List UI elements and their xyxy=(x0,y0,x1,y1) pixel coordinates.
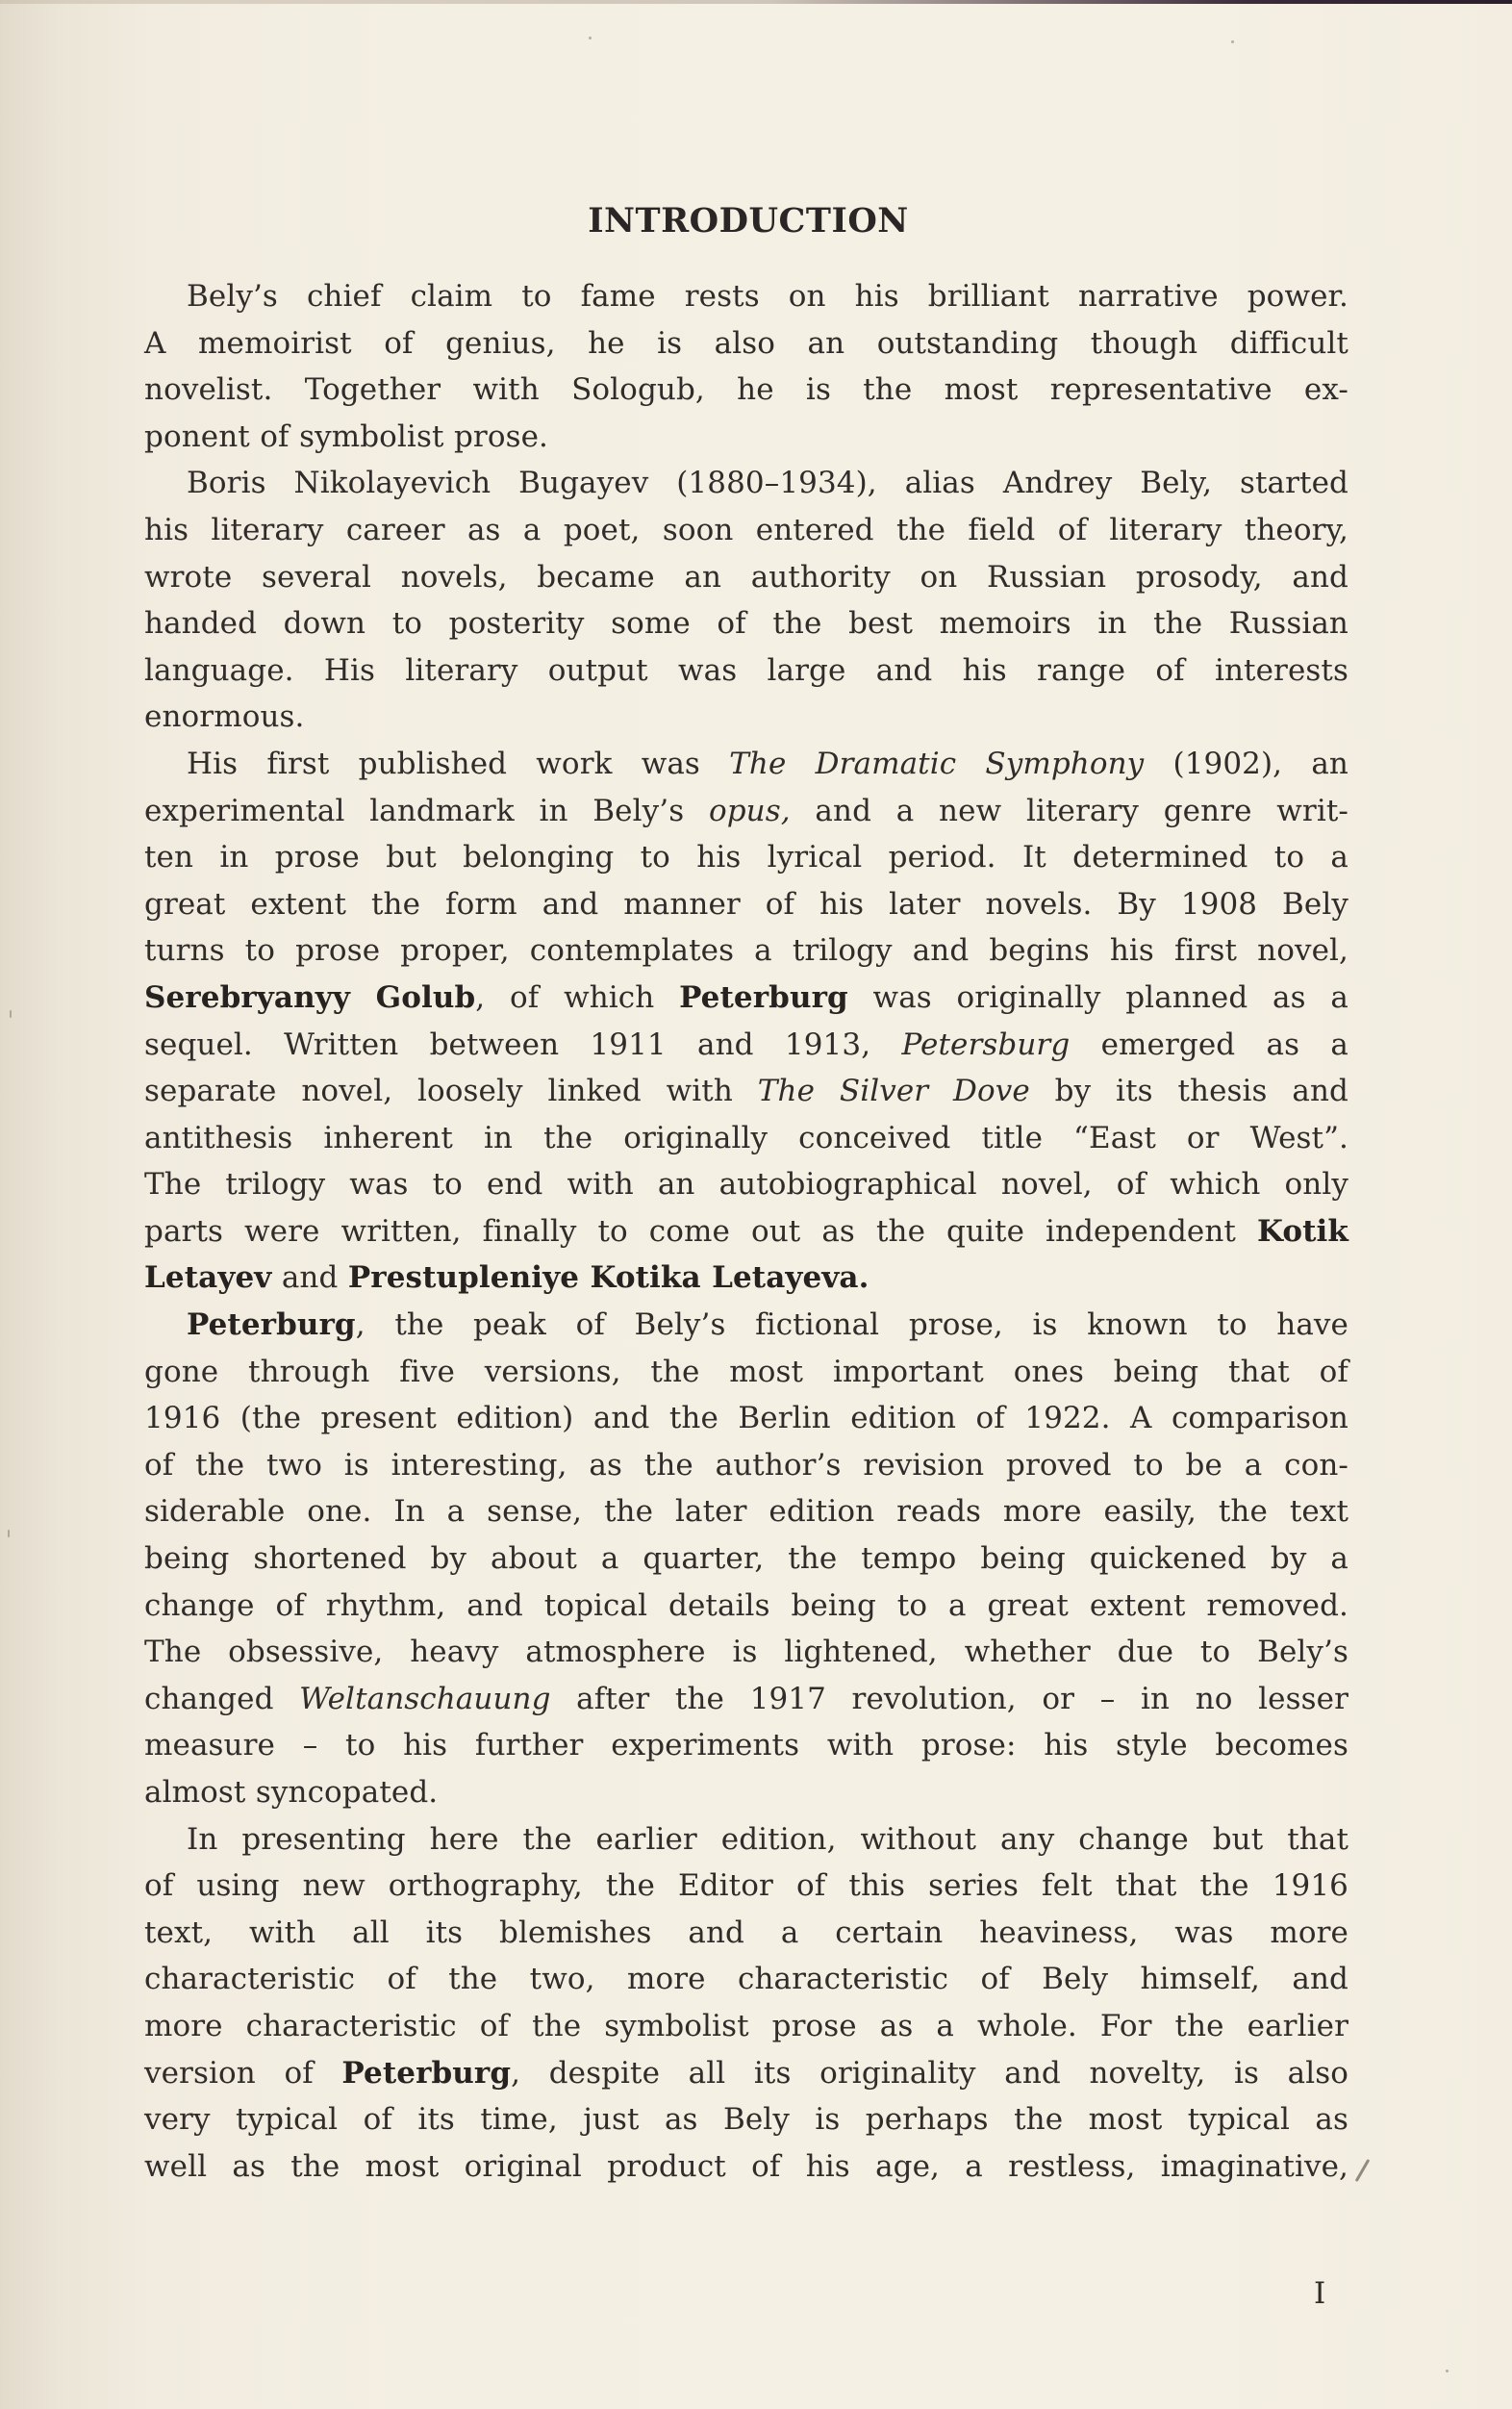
text-run: Boris Nikolayevich Bugayev (1880–1934), alias Andrey Bely, started xyxy=(187,466,1348,501)
bold-title: Kotik xyxy=(1256,1213,1348,1249)
text-run: wrote several novels, became an authority on Russian prosody, and xyxy=(144,559,1348,595)
text-line xyxy=(144,554,1348,601)
text-line xyxy=(144,1910,1348,1957)
text-run: The obsessive, heavy atmosphere is lightened, whether due to Bely’s xyxy=(144,1635,1348,1670)
paper-speck xyxy=(10,1010,12,1018)
text-run: and a new literary genre writ- xyxy=(790,793,1348,828)
text-run: characteristic of the two, more characteristic of Bely himself, and xyxy=(144,1962,1348,1997)
text-run: language. His literary output was large and his range of interests xyxy=(144,652,1348,688)
text-line xyxy=(144,507,1348,554)
text-line xyxy=(144,1115,1348,1162)
text-line xyxy=(144,741,1348,788)
pencil-mark xyxy=(1355,2159,1371,2182)
text-run: parts were written, finally to come out as the quite independent xyxy=(144,1213,1257,1249)
text-run: siderable one. In a sense, the later edition reads more easily, the text xyxy=(144,1494,1348,1530)
body-text xyxy=(144,273,1348,2190)
paragraph xyxy=(144,1302,1348,1816)
text-run: of the two is interesting, as the author’s revision proved to be a con- xyxy=(144,1447,1348,1483)
bold-title: Peterburg xyxy=(341,2055,512,2091)
text-run: separate novel, loosely linked with xyxy=(144,1074,758,1109)
italic-title: Petersburg xyxy=(901,1027,1071,1062)
text-line xyxy=(144,460,1348,507)
bold-title: Prestupleniye Kotika Letayeva. xyxy=(347,1260,869,1296)
text-run: emerged as a xyxy=(1070,1027,1348,1062)
text-run: (1902), an xyxy=(1144,746,1348,781)
paragraph xyxy=(144,1816,1348,2191)
paragraph xyxy=(144,273,1348,460)
text-run: In presenting here the earlier edition, without any change but that xyxy=(187,1821,1348,1857)
text-line xyxy=(144,1629,1348,1676)
paper-speck xyxy=(1231,40,1234,43)
text-line xyxy=(144,1956,1348,2003)
text-run: antithesis inherent in the originally conceived title “East or West”. xyxy=(144,1120,1348,1155)
italic-title: The Silver Dove xyxy=(757,1074,1030,1109)
text-line xyxy=(144,2003,1348,2050)
page-title: INTRODUCTION xyxy=(588,201,909,241)
italic-title: The Dramatic Symphony xyxy=(729,746,1145,781)
text-run: changed xyxy=(144,1681,300,1716)
text-run: 1916 (the present edition) and the Berlin edition of 1922. A comparison xyxy=(144,1401,1348,1436)
text-run: more characteristic of the symbolist prose as a whole. For the earlier xyxy=(144,2008,1348,2043)
text-run: almost syncopated. xyxy=(144,1775,439,1810)
text-line xyxy=(144,320,1348,368)
text-line xyxy=(144,975,1348,1022)
text-line xyxy=(144,273,1348,320)
text-run: text, with all its blemishes and a certain heaviness, was more xyxy=(144,1915,1348,1950)
text-line xyxy=(144,1488,1348,1535)
text-line xyxy=(144,600,1348,647)
text-run: after the 1917 revolution, or – in no lesser xyxy=(550,1681,1349,1716)
text-line xyxy=(144,1676,1348,1723)
text-run: version of xyxy=(144,2055,342,2091)
text-run: well as the most original product of his age, a restless, imaginative, xyxy=(144,2148,1348,2184)
text-line xyxy=(144,414,1348,461)
text-run: , despite all its originality and novelty, is also xyxy=(511,2055,1348,2091)
bold-title: Peterburg xyxy=(187,1307,356,1343)
text-line xyxy=(144,1863,1348,1910)
text-run: very typical of its time, just as Bely is perhaps the most typical as xyxy=(144,2102,1348,2138)
text-line xyxy=(144,1255,1348,1302)
text-line xyxy=(144,927,1348,975)
italic-title: opus, xyxy=(708,793,791,828)
text-line xyxy=(144,1535,1348,1583)
text-line xyxy=(144,1349,1348,1396)
text-run: change of rhythm, and topical details being to a great extent removed. xyxy=(144,1587,1348,1623)
text-run: His first published work was xyxy=(187,746,730,781)
italic-title: Weltanschauung xyxy=(299,1681,551,1716)
text-run: A memoirist of genius, he is also an outstanding though difficult xyxy=(144,325,1348,361)
text-run: his literary career as a poet, soon entered the field of literary theory, xyxy=(144,512,1348,547)
text-line xyxy=(144,1208,1348,1255)
text-run: by its thesis and xyxy=(1029,1074,1348,1109)
page-number: I xyxy=(1314,2276,1326,2311)
text-run: handed down to posterity some of the best memoirs in the Russian xyxy=(144,606,1348,642)
paper-speck xyxy=(1446,2370,1449,2372)
text-line xyxy=(144,1583,1348,1630)
text-run: The trilogy was to end with an autobiographical novel, of which only xyxy=(144,1167,1348,1203)
text-line xyxy=(144,1068,1348,1115)
text-line xyxy=(144,1022,1348,1069)
text-line xyxy=(144,1302,1348,1349)
text-run: , the peak of Bely’s fictional prose, is known to have xyxy=(355,1307,1348,1343)
text-run: gone through five versions, the most important ones being that of xyxy=(144,1354,1348,1389)
text-run: being shortened by about a quarter, the tempo being quickened by a xyxy=(144,1541,1348,1577)
text-line xyxy=(144,1395,1348,1442)
paper-speck xyxy=(589,37,592,39)
text-line xyxy=(144,1769,1348,1816)
text-line xyxy=(144,1722,1348,1769)
text-line xyxy=(144,1442,1348,1489)
text-run: of using new orthography, the Editor of this series felt that the 1916 xyxy=(144,1868,1348,1904)
bold-title: Peterburg xyxy=(679,979,848,1015)
paragraph xyxy=(144,741,1348,1302)
page-top-edge xyxy=(0,0,1512,4)
text-run: ponent of symbolist prose. xyxy=(144,418,548,454)
text-line xyxy=(144,1161,1348,1208)
text-line xyxy=(144,2143,1348,2191)
text-line xyxy=(144,367,1348,414)
text-run: great extent the form and manner of his later novels. By 1908 Bely xyxy=(144,886,1348,922)
text-run: sequel. Written between 1911 and 1913, xyxy=(144,1027,902,1062)
text-line xyxy=(144,2050,1348,2097)
text-run: novelist. Together with Sologub, he is the most representative ex- xyxy=(144,372,1348,408)
text-run: Bely’s chief claim to fame rests on his brilliant narrative power. xyxy=(187,279,1348,314)
text-run: experimental landmark in Bely’s xyxy=(144,793,709,828)
paragraph xyxy=(144,460,1348,741)
bold-title: Serebryanyy Golub xyxy=(144,979,476,1015)
text-run: enormous. xyxy=(144,699,305,735)
text-run: ten in prose but belonging to his lyrical period. It determined to a xyxy=(144,840,1348,875)
text-run: turns to prose proper, contemplates a trilogy and begins his first novel, xyxy=(144,933,1348,969)
text-line xyxy=(144,788,1348,835)
text-line xyxy=(144,834,1348,881)
text-line xyxy=(144,694,1348,741)
bold-title: Letayev xyxy=(144,1260,272,1296)
text-run: , of which xyxy=(475,979,680,1015)
paper-speck xyxy=(8,1530,10,1537)
text-line xyxy=(144,881,1348,928)
text-line xyxy=(144,1816,1348,1864)
text-run: measure – to his further experiments with prose: his style becomes xyxy=(144,1728,1348,1763)
text-line xyxy=(144,647,1348,695)
text-run: was originally planned as a xyxy=(847,979,1348,1015)
text-run: and xyxy=(271,1260,348,1296)
text-line xyxy=(144,2096,1348,2143)
